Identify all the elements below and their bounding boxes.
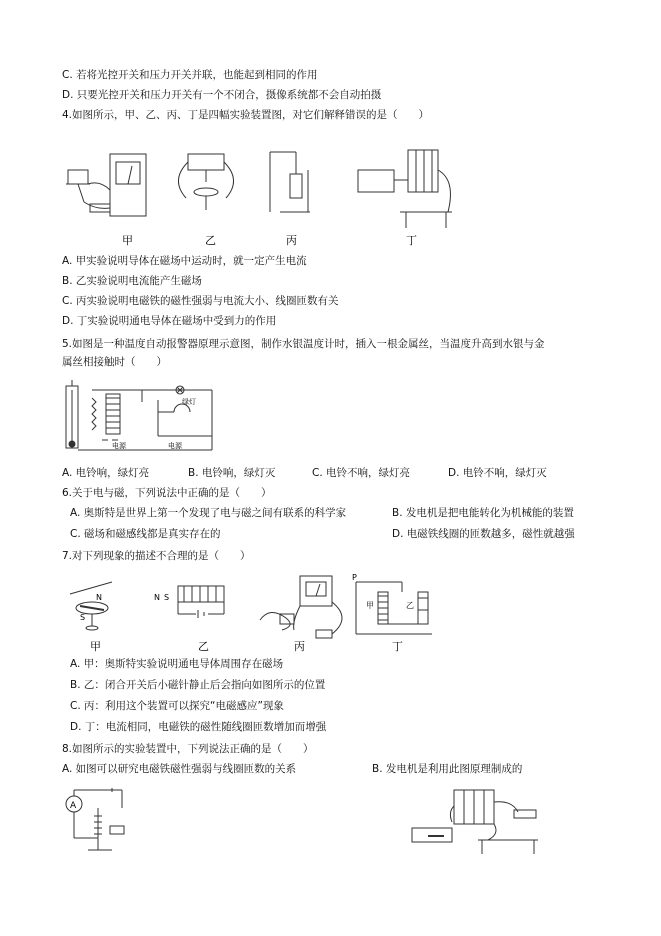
q8-option-a: A. 如图可以研究电磁铁磁性强弱与线圈匝数的关系 bbox=[62, 763, 297, 775]
q7-figure bbox=[62, 572, 442, 654]
q6-stem: 6.关于电与磁，下列说法中正确的是（ ） bbox=[62, 487, 272, 499]
q5-option-b: B. 电铃响，绿灯灭 bbox=[188, 467, 276, 479]
q7-option-a: A. 甲：奥斯特实验说明通电导体周围存在磁场 bbox=[70, 658, 284, 670]
q5-fig-green-light: 绿灯 bbox=[182, 398, 196, 406]
q4-option-a: A. 甲实验说明导体在磁场中运动时，就一定产生电流 bbox=[62, 255, 307, 267]
q5-stem-line2: 属丝相接触时（ ） bbox=[62, 356, 167, 368]
q8-figure-a bbox=[62, 788, 142, 858]
q7-fig-jia-coil: 甲 bbox=[366, 601, 374, 610]
q3-option-c: C. 若将光控开关和压力开关并联，也能起到相同的作用 bbox=[62, 69, 318, 81]
q3-option-d: D. 只要光控开关和压力开关有一个不闭合，摄像系统都不会自动拍摄 bbox=[62, 89, 382, 101]
q8-figure-b bbox=[408, 782, 548, 860]
q5-option-a: A. 电铃响，绿灯亮 bbox=[62, 467, 150, 479]
q7-stem: 7.对下列现象的描述不合理的是（ ） bbox=[62, 550, 251, 562]
q7-fig-s-yi: S bbox=[164, 593, 170, 602]
q5-fig-power-2: 电源 bbox=[168, 442, 182, 450]
q5-figure bbox=[62, 380, 222, 460]
q8-option-b: B. 发电机是利用此图原理制成的 bbox=[372, 763, 523, 775]
q7-fig-p: P bbox=[352, 573, 357, 582]
q7-option-c: C. 丙：利用这个装置可以探究“电磁感应”现象 bbox=[70, 700, 284, 712]
q4-fig-label-jia: 甲 bbox=[122, 234, 133, 247]
q7-fig-yi-coil: 乙 bbox=[406, 601, 414, 610]
q4-option-c: C. 丙实验说明电磁铁的磁性强弱与电流大小、线圈匝数有关 bbox=[62, 295, 339, 307]
q6-option-b: B. 发电机是把电能转化为机械能的装置 bbox=[392, 507, 574, 519]
q8-fig-ammeter: A bbox=[70, 801, 77, 811]
q7-option-d: D. 丁：电流相同，电磁铁的磁性随线圈匝数增加而增强 bbox=[70, 721, 327, 733]
q5-option-d: D. 电铃不响，绿灯灭 bbox=[448, 467, 547, 479]
q7-fig-n-yi: N bbox=[154, 593, 160, 602]
q7-fig-label-bing: 丙 bbox=[294, 640, 305, 653]
q7-fig-n-jia: N bbox=[96, 593, 102, 602]
q7-fig-label-yi: 乙 bbox=[198, 640, 209, 653]
q5-fig-power-1: 电源 bbox=[112, 442, 126, 450]
q7-fig-label-ding: 丁 bbox=[392, 640, 403, 653]
q4-option-b: B. 乙实验说明电流能产生磁场 bbox=[62, 275, 202, 287]
q7-option-b: B. 乙：闭合开关后小磁针静止后会指向如图所示的位置 bbox=[70, 679, 326, 691]
q5-option-c: C. 电铃不响，绿灯亮 bbox=[312, 467, 411, 479]
q4-fig-label-yi: 乙 bbox=[205, 234, 216, 247]
q5-stem-line1: 5.如图是一种温度自动报警器原理示意图，制作水银温度计时，插入一根金属丝，当温度升高到水银与金 bbox=[62, 338, 545, 350]
q6-option-d: D. 电磁铁线圈的匝数越多，磁性就越强 bbox=[392, 528, 575, 540]
q4-stem: 4.如图所示，甲、乙、丙、丁是四幅实验装置图，对它们解释错误的是（ ） bbox=[62, 109, 430, 121]
q7-fig-s-jia: S bbox=[80, 613, 86, 622]
q4-option-d: D. 丁实验说明通电导体在磁场中受到力的作用 bbox=[62, 315, 277, 327]
q6-option-c: C. 磁场和磁感线都是真实存在的 bbox=[70, 528, 221, 540]
q4-figure bbox=[60, 140, 460, 250]
q7-fig-label-jia: 甲 bbox=[90, 640, 101, 653]
q4-fig-label-ding: 丁 bbox=[406, 234, 417, 247]
q6-option-a: A. 奥斯特是世界上第一个发现了电与磁之间有联系的科学家 bbox=[70, 507, 347, 519]
q8-stem: 8.如图所示的实验装置中，下列说法正确的是（ ） bbox=[62, 743, 314, 755]
q4-fig-label-bing: 丙 bbox=[286, 234, 297, 247]
